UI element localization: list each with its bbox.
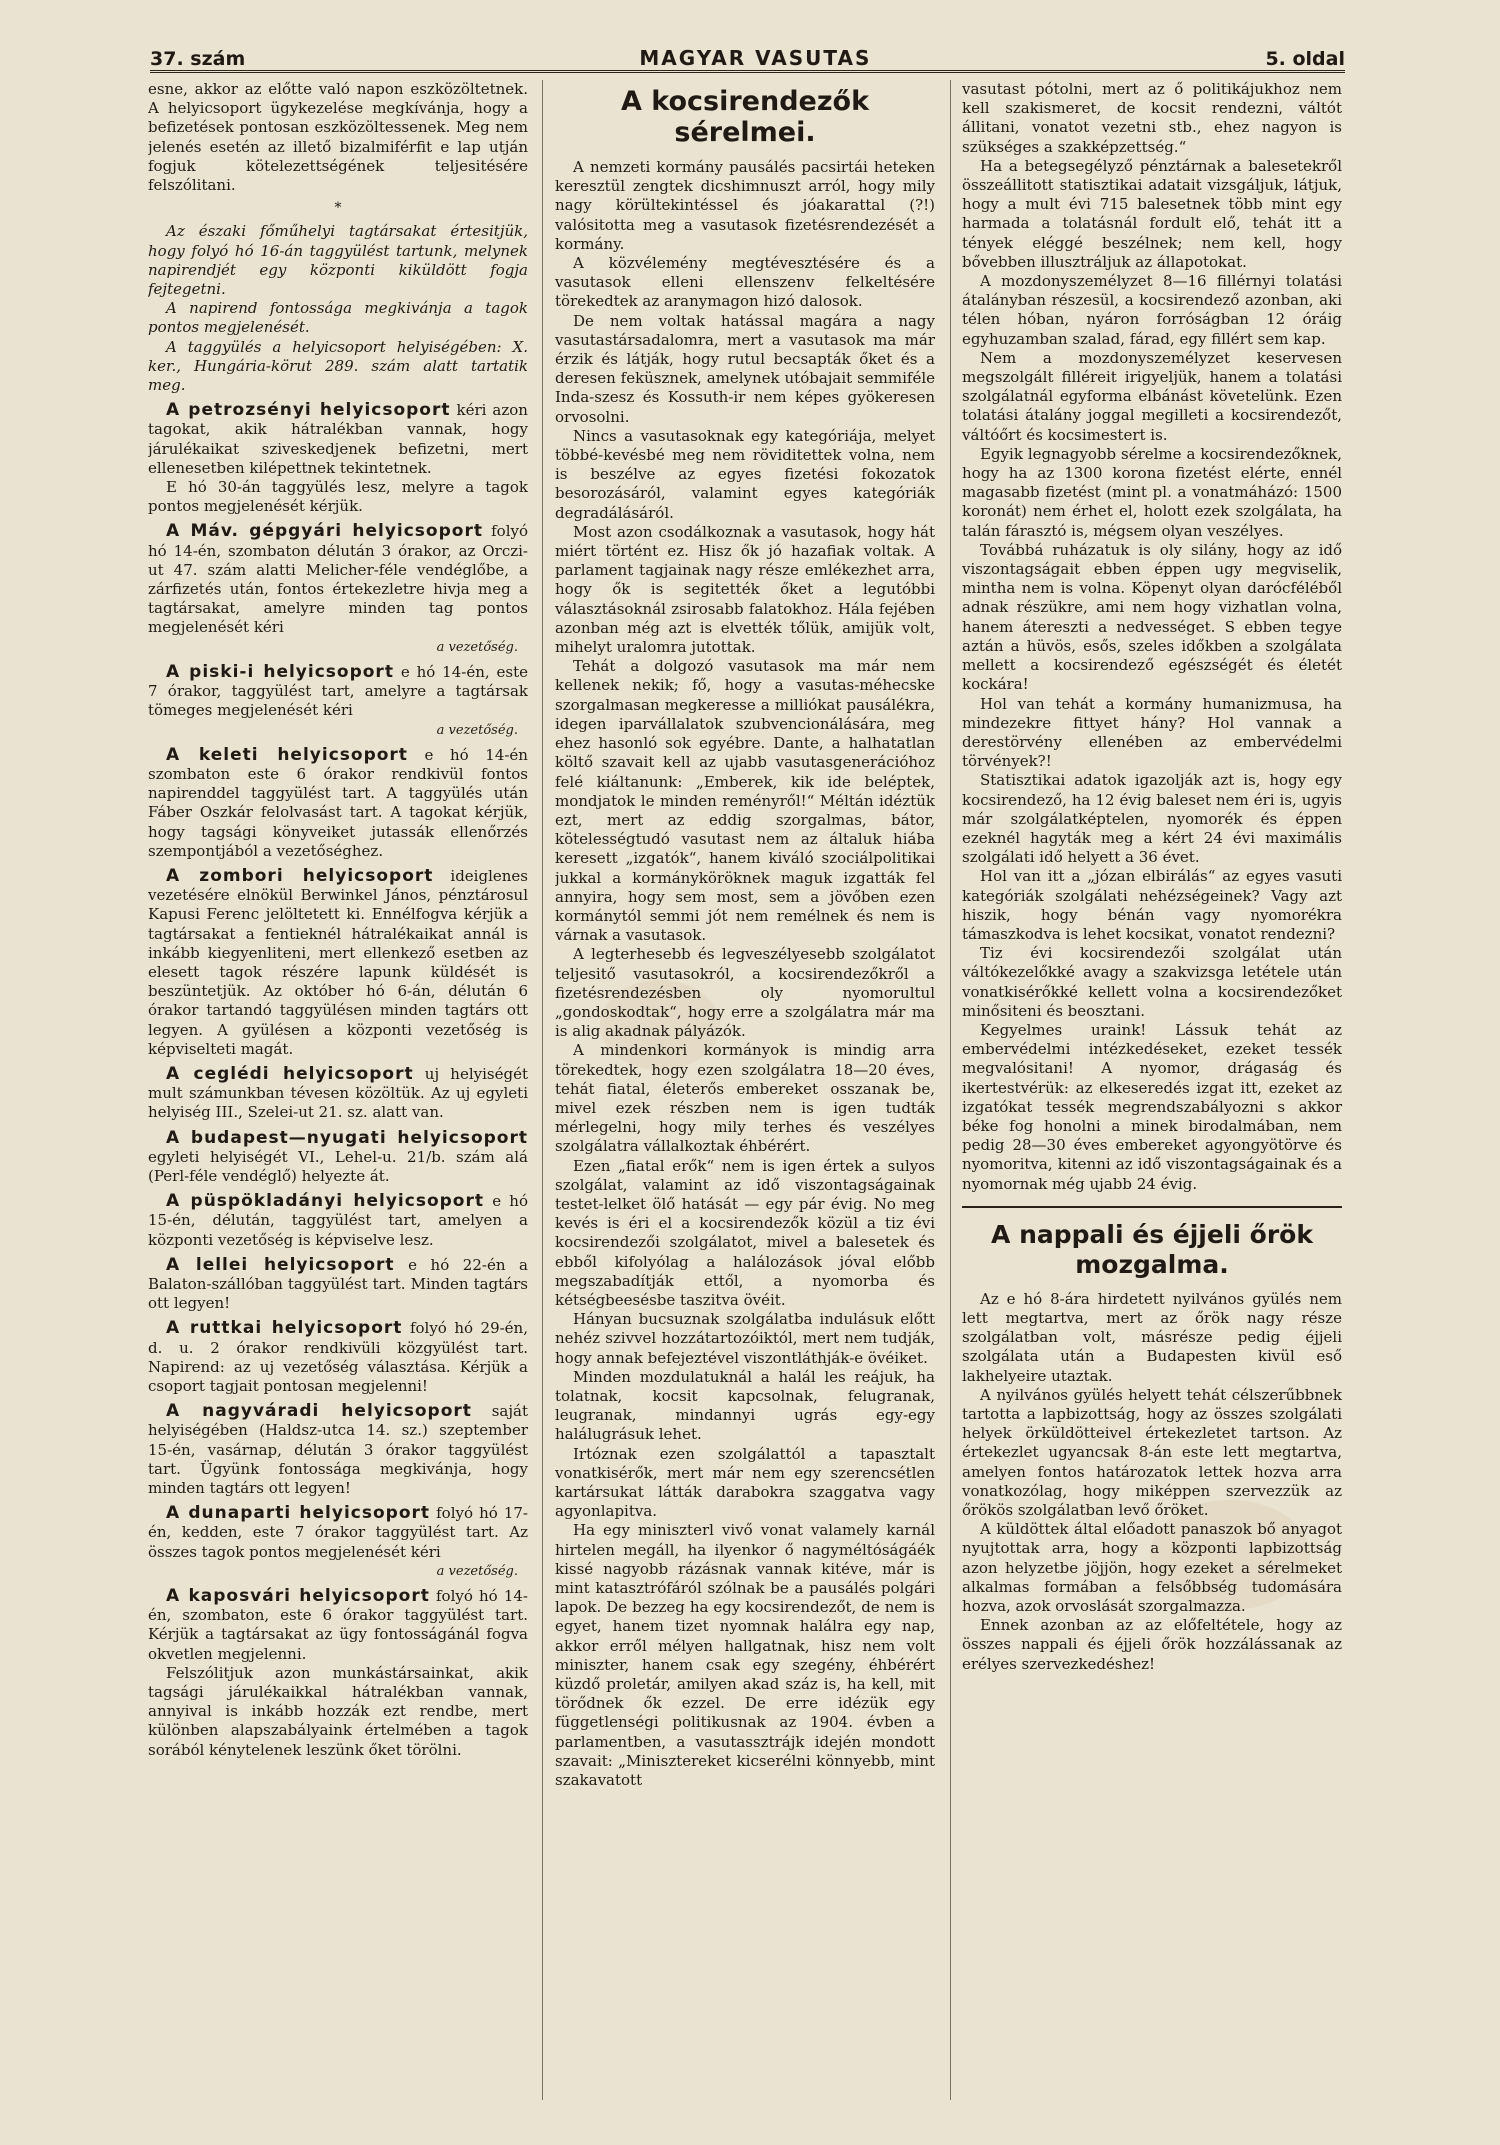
group-notice-text [148, 1129, 528, 1187]
signature: a vezetőség. [436, 1563, 518, 1579]
group-notice-text [148, 1319, 528, 1396]
group-text: uj helyiségét mult számunkban tévesen közöltük. Az uj egyleti helyiség III., Szelei-ut 21. sz. alatt van. [148, 1064, 528, 1122]
column-3 [962, 80, 1342, 2110]
column-1 [148, 80, 528, 2110]
group-notice [148, 522, 528, 656]
body-paragraph: Az e hó 8-ára hirdetett nyilvános gyülés nem lett megtartva, mert az őrök nagy része szolgálatban volt, másrésze pedig éjjeli szolgálata után a Budapesten kivül eső lakhelyeire utaztak. [962, 1289, 1342, 1385]
group-text: folyó hó 29-én, d. u. 2 órakor rendkivüli közgyülést tart. Napirend: az uj vezetőség választása. Kérjük a csoport tagjait pontosan megjelenni! [148, 1319, 528, 1395]
group-text: saját helyiségében (Haldsz-utca 14. sz.) szeptember 15-én, vasárnap, délután 3 órakor taggyülést tart. Ügyünk fontossága megkivánja, hogy minden tagtárs ott legyen! [148, 1402, 528, 1498]
column-rule [950, 80, 951, 2100]
notice-paragraph: A taggyülés a helyicsoport helyiségében: X. ker., Hungária-körut 289. szám alatt tartatik meg. [148, 337, 528, 395]
group-notice [148, 663, 528, 740]
group-text: folyó hó 17-én, kedden, este 7 órakor taggyülést tart. Az összes tagok pontos megjelenését kéri [148, 1504, 528, 1561]
body-paragraph: A mozdonyszemélyzet 8—16 fillérnyi tolatási átalányban részesül, a kocsirendező azonban, aki télen hóban, nyáron forróságban 12 óráig egyhuzamban szalad, fárad, egy fillért sem kap. [962, 272, 1342, 348]
article-body [555, 158, 935, 1790]
group-notice [148, 401, 528, 516]
body-paragraph: Ha egy miniszterl vivő vonat valamely karnál hirtelen megáll, ha ilyenkor ő nagyméltóságáék kissé nagyobb rázásnak vannak kitéve, már is mint katasztrófáról szólnak be a pausálés polgári lapok. De bezzeg ha egy kocsirendezőt, de nem is egyet, hanem tizet nyomnak halálra egy nap, akkor erről mélyen hallgatnak, hisz nem volt miniszter, hanem csak egy szegény, éhbérért küzdő proletár, amilyen akad száz is, ha kell, mit törődnek ők ezzel. De erre idézük egy függetlenségi politikusnak az 1904. évben a parlamentben, a vasutassztrájk idején mondott szavait: „Minisztereket kicserélni könnyebb, mint szakavatott [555, 1521, 935, 1790]
group-notice [148, 1065, 528, 1123]
body-paragraph: A legterhesebb és legveszélyesebb szolgálatot teljesitő vasutasokról, a kocsirendezőkről a fizetésrendezésben oly nyomorultul „gondoskodtak“, hogy erre a szolgálatra már ma is alig akadnak pályázók. [555, 945, 935, 1041]
group-name: A dunaparti helyicsoport [166, 1503, 431, 1524]
group-notice [148, 1192, 528, 1250]
group-name: A Máv. gépgyári helyicsoport [166, 521, 483, 542]
issue-number: 37. szám [150, 48, 246, 70]
group-notice-text [148, 1402, 528, 1498]
group-notice [148, 1319, 528, 1396]
body-paragraph: Hol van tehát a kormány humanizmusa, ha mindezekre fittyet hány? Hol vannak a derestörvény ellenében az embervédelmi törvények?! [962, 694, 1342, 771]
group-text: e hó 22-én a Balaton-szállóban taggyülést tart. Minden tagtárs ott legyen! [148, 1255, 528, 1313]
group-extra-text: Felszólitjuk azon munkástársainkat, akik tagsági járulékaikkal hátralékban vannak, annyival is inkább hozzák ezt rendbe, mert különben alapszabályaink értelmében a tagok sorából kénytelenek leszünk őket törölni. [148, 1663, 528, 1759]
body-paragraph: Ezen „fiatal erők“ nem is igen értek a sulyos szolgálat, valamint az idő viszontagságainak testet-lelket ölő hatását — egy pár évig. No meg kevés is éri el a kocsirendezők közül a tiz évi kocsirendezői szolgálatot, mivel a balesetek és ebből kifolyólag a halálozások jóval előbb megszabadítják ettől, a nyomorba és kétségbeesésbe taszitva övéit. [555, 1156, 935, 1309]
group-text: folyó hó 14-én, szombaton, este 6 órakor taggyülést tart. Kérjük a tagtársakat az ügy fontosságánál fogva okvetlen megjelenni. [148, 1587, 528, 1663]
group-name: A piski-i helyicsoport [166, 661, 394, 682]
notice-paragraph: A napirend fontossága megkivánja a tagok pontos megjelenését. [148, 299, 528, 337]
signature: a vezetőség. [436, 722, 518, 738]
body-paragraph: A közvélemény megtévesztésére és a vasutasok elleni ellenszenv felkeltésére törekedtek az aranymagon hizó dalosok. [555, 254, 935, 311]
group-notice-text [148, 1256, 528, 1314]
body-paragraph: Hányan bucsuznak szolgálatba indulásuk előtt nehéz szivvel hozzátartozóiktól, mert nem tudják, hogy annak befejeztével viszontláthják-e övéiket. [555, 1310, 935, 1367]
body-paragraph: Egyik legnagyobb sérelme a kocsirendezőknek, hogy ha az 1300 korona fizetést elérte, ennél magasabb fizetést (mint pl. a vonatmáházó: 1500 koronát) nem érhet el, holott ezek szolgálata, ha talán fárasztó is, mégsem olyan veszélyes. [962, 444, 1342, 540]
separator-star: * [334, 200, 342, 217]
body-paragraph: Kegyelmes uraink! Lássuk tehát az embervédelmi intézkedéseket, ezeket tessék megvalósitani! A nyomor, drágaság és ikertestvérük: az elkeseredés izgat itt, ezeket az izgatókat tessék megrendszabályozni s akkor béke fog honolni a minek birodalmában, nem pedig 28—30 éves embereket agyongyötörve és nyomoritva, kitenni az idő viszontagságainak és a nyomornak még ujabb 24 évig. [962, 1020, 1342, 1193]
body-paragraph: Hol van itt a „józan elbirálás“ az egyes vasuti kategóriák szolgálati nehézségeinek? Vagy azt hiszik, hogy bénán vagy nyomorékra támaszkodva is lehet kocsikat, vonatot rendezni? [962, 867, 1342, 943]
group-notice-text [148, 1192, 528, 1250]
body-paragraph: Nincs a vasutasoknak egy kategóriája, melyet többé-kevésbé meg nem röviditettek volna, nem is beszélve az egyes fizetési fokozatok besorozásáról, valamint egyes kategóriák degradálásáról. [555, 426, 935, 522]
body-paragraph: vasutast pótolni, mert az ő politikájukhoz nem kell szakismeret, de kocsit rendezni, váltót állitani, vonatot vezetni stb., ehez nagyon is szükséges a szakképzettség.“ [962, 80, 1342, 156]
body-paragraph: A nyilvános gyülés helyett tehát célszerűbbnek tartotta a lapbizottság, hogy az összes szolgálati helyek örküldötteivel értekezletet tartson. Az értekezlet ugyancsak 8-án este lett megtartva, amelyen fontos határozatok lettek hozva arra vonatkozólag, hogy miképpen szervezzük az őrökös szolgálatban levő őröket. [962, 1385, 1342, 1520]
column-2 [555, 80, 935, 2110]
page-header [150, 42, 1345, 73]
group-notice-text [148, 1504, 528, 1562]
group-text: e hó 14-én szombaton este 6 órakor rendkivül fontos napirenddel taggyülést tart. A taggyülés után Fáber Oszkár felolvasást tart. A tagokat kérjük, hogy tagsági könyveiket jutassák ellenőrzés szempontjából a vezetőséghez. [148, 745, 528, 860]
group-notice [148, 1504, 528, 1581]
body-paragraph: A küldöttek által előadott panaszok bő anyagot nyujtottak arra, hogy a központi lapbizottság azon helyzetbe jöjjön, hogy ezeket a sérelmeket alkalmas formában a felsőbbség tudomására hozva, azok orvoslását szorgalmazza. [962, 1520, 1342, 1616]
group-name: A lellei helyicsoport [166, 1254, 395, 1275]
group-name: A ruttkai helyicsoport [166, 1318, 403, 1339]
newspaper-title: MAGYAR VASUTAS [639, 46, 872, 70]
signature: a vezetőség. [436, 639, 518, 655]
group-notice-text [148, 1065, 528, 1123]
group-name: A budapest—nyugati helyicsoport [166, 1127, 528, 1148]
body-paragraph: A nemzeti kormány pausálés pacsirtái heteken keresztül zengtek dicshimnuszt arról, hogy mily nagy körültekintéssel és jóakarattal (?!) valósitotta meg a vasutasok fizetésrendezését a kormány. [555, 158, 935, 253]
group-text: folyó hó 14-én, szombaton délután 3 órakor, az Orczi-ut 47. szám alatti Melicher-féle vendéglőbe, a zárfizetés után, fontos értekezletre hivja meg a tagtársakat, amelyre minden tag pontos megjelenését kéri [148, 522, 528, 637]
body-paragraph: Statisztikai adatok igazolják azt is, hogy egy kocsirendező, ha 12 évig baleset nem éri is, ugyis már szolgálatképtelen, nyomorék és éppen ezeknél hagyták meg a kért 24 évi maximális szolgálati idő helyett a 36 évet. [962, 771, 1342, 867]
body-paragraph: Minden mozdulatuknál a halál les reájuk, ha tolatnak, kocsit kapcsolnak, felugranak, leugranak, mindannyi ugrás egy-egy halálugrásuk lehet. [555, 1367, 935, 1444]
page-number: 5. oldal [1265, 48, 1345, 70]
group-name: A nagyváradi helyicsoport [166, 1401, 472, 1422]
intro-paragraph: esne, akkor az előtte való napon eszközöltetnek. A helyicsoport ügykezelése megkívánja, hogy a befizetések pontosan eszközöltessenek. Meg nem jelenés esetén az illető bizalmiférfit e lap utján fogjuk kötelezettségének teljesitésére felszólitani. [148, 80, 528, 195]
article-headline: A kocsirendezők sérelmei. [620, 86, 870, 148]
body-paragraph: Ennek azonban az az előfeltétele, hogy az összes nappali és éjjeli őrök hozzálássanak az erélyes szervezkedéshez! [962, 1616, 1342, 1673]
group-name: A kaposvári helyicsoport [166, 1586, 430, 1607]
group-name: A zombori helyicsoport [166, 865, 434, 886]
article-continuation [962, 80, 1342, 1194]
group-text: egyleti helyiségét VI., Lehel-u. 21/b. szám alá (Perl-féle vendéglő) helyezte át. [148, 1147, 528, 1185]
group-notice [148, 1402, 528, 1498]
group-extra-text: E hó 30-án taggyülés lesz, melyre a tagok pontos megjelenését kérjük. [148, 478, 528, 516]
group-name: A püspökladányi helyicsoport [166, 1191, 484, 1212]
body-paragraph: A mindenkori kormányok is mindig arra törekedtek, hogy ezen szolgálatra 18—20 éves, tehát fiatal, életerős embereket osszanak be, mivel ezek részben nem is igen tudták mérlegelni, hogy mily terhes és veszélyes szolgálatra vállalkoztak éhbérért. [555, 1041, 935, 1156]
group-notice [148, 746, 528, 861]
body-paragraph: Továbbá ruházatuk is oly silány, hogy az idő viszontagságait ebben éppen ugy megviselik, mintha nem is volna. Köpenyt olyan darócféléből adnak részükre, ami nem hogy vizhatlan volna, hanem átereszti a nedvességet. S ebben tegye aztán a hüvös, esős, szeles időkben a szolgálata mellett a kocsirendező egészségét és életét kockára! [962, 540, 1342, 694]
group-name: A petrozsényi helyicsoport [166, 400, 451, 421]
group-notice-text [148, 867, 528, 1059]
body-paragraph: Nem a mozdonyszemélyzet keservesen megszolgált filléreit irigyeljük, hanem a tolatási szolgálatnál egyforma elbánást követelünk. Ezen tolatási átalány joggal megilleti a kocsirendezőt, váltóőrt és kocsimestert is. [962, 348, 1342, 444]
local-group-notices [148, 401, 528, 1760]
body-paragraph: Irtóznak ezen szolgálattól a tapasztalt vonatkisérők, mert már nem egy szerencsétlen kartársukat látták darabokra szaggatva vagy agyonlapitva. [555, 1444, 935, 1521]
group-text: ideiglenes vezetésére elnökül Berwinkel János, pénztárosul Kapusi Ferenc jelöltetett ki. Ennélfogva kérjük a tagtársakat a fentieknél hátralékaikat annál is inkább kiegyenliteni, mert ellenkező esetben az elesett tagok részére lapunk küldését is beszüntetjük. Az október hó 6-án, délután 6 órakor tartandó taggyülésen minden tagtárs ott legyen. A gyülésen a központi vezetőség is képviselteti magát. [148, 866, 528, 1058]
group-notice [148, 1129, 528, 1187]
group-notice-text [148, 746, 528, 861]
group-text: kéri azon tagokat, akik hátralékban vannak, hogy járulékaikat sziveskedjenek befizetni, mert ellenesetben kilépettnek tekintetnek. [148, 401, 528, 477]
group-notice-text [148, 522, 528, 637]
second-article-headline: A nappali és éjjeli őrök mozgalma. [962, 1206, 1342, 1280]
italic-notice [148, 222, 528, 395]
group-name: A keleti helyicsoport [166, 744, 408, 765]
body-paragraph: Ha a betegsegélyző pénztárnak a balesetekről összeállitott statisztikai adatait vizsgáljuk, látjuk, hogy a mult évi 715 balesetnek több mint egy harmada a tolatásnál fordult elő, tehát itt a tények eléggé beszélnek; nem kell, hogy bővebben illusztráljuk az állapotokat. [962, 156, 1342, 271]
body-paragraph: Tiz évi kocsirendezői szolgálat után váltókezelőkké avagy a szakvizsga letétele után vonatkisérőkké kellett volna a kocsirendezőket minősiteni és beosztani. [962, 944, 1342, 1020]
group-notice-text [148, 663, 528, 721]
second-article-body [962, 1290, 1342, 1674]
group-notice [148, 867, 528, 1059]
body-paragraph: De nem voltak hatással magára a nagy vasutastársadalomra, mert a vasutasok ma már érzik és látják, hogy rutul becsapták őket és a deresen feküsznek, amelynek utóbajait semmiféle Inda-szesz és Kossuth-ir nem képes gyökeresen orvosolni. [555, 311, 935, 426]
body-paragraph: Tehát a dolgozó vasutasok ma már nem kellenek nekik; fő, hogy a vasutas-méhecske szorgalmasan megkeresse a milliókat pausálékra, idegen iparvállalatok szubvencionálására, meg ehez hasonló sok egyébre. Dante, a halhatatlan költő szavait kell az ujabb vasutasgenerációhoz felé kiáltanunk: „Emberek, kik ide beléptek, mondjatok le minden reményről!“ Méltán idéztük ezt, mert az eddig szorgalmas, bátor, kötelességtudó vasutast nem az általuk hiába keresett „izgatók“, hanem kiváló szociálpolitikai jukkal a kormányköröknek maguk izgatták fel annyira, hogy sem most, sem a jövőben ezen kormánytól semmi jót nem remélnek és nem is várnak a vasutasok. [555, 657, 935, 945]
group-notice [148, 1587, 528, 1760]
group-notice-text [148, 1587, 528, 1664]
body-paragraph: Most azon csodálkoznak a vasutasok, hogy hát miért történt ez. Hisz ők jó hazafiak voltak. A parlament tagjainak nagy része emlékezhet arra, hogy ők is segitették őket a legutóbbi választásoknál zsirosabb falatokhoz. Hála fejében azonban még azt is elvették tőlük, amijük volt, mihelyt uralomra jutottak. [555, 522, 935, 657]
group-text: e hó 14-én, este 7 órakor, taggyülést tart, amelyre a tagtársak tömeges megjelenését kéri [148, 662, 528, 720]
group-notice [148, 1256, 528, 1314]
group-notice-text [148, 401, 528, 478]
notice-paragraph: Az északi főműhelyi tagtársakat értesitjük, hogy folyó hó 16-án taggyülést tartunk, melynek napirendjét egy központi kiküldött fogja fejtegetni. [148, 222, 528, 299]
column-rule [542, 80, 543, 2100]
group-text: e hó 15-én, délután, taggyülést tart, amelyen a központi vezetőség is képviselve lesz. [148, 1192, 528, 1249]
group-name: A ceglédi helyicsoport [166, 1063, 414, 1084]
